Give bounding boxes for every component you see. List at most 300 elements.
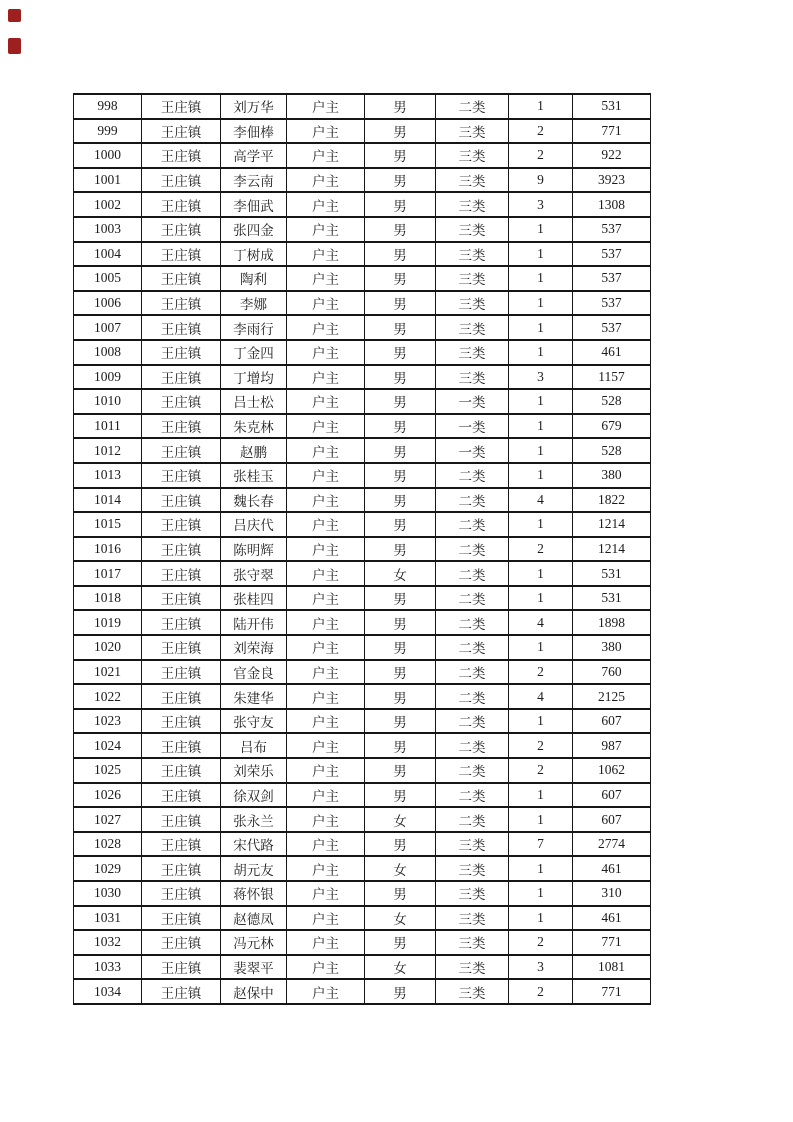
cell-serial-number: 1026 [74, 783, 142, 808]
cell-name: 宋代路 [221, 832, 287, 857]
cell-serial-number: 1033 [74, 955, 142, 980]
cell-person-count: 2 [509, 537, 573, 562]
table-row [74, 684, 651, 709]
table-row [74, 610, 651, 635]
cell-person-count: 1 [509, 512, 573, 537]
cell-gender: 男 [365, 291, 436, 316]
cell-serial-number: 1015 [74, 512, 142, 537]
cell-relation: 户主 [287, 266, 365, 291]
cell-category: 二类 [436, 733, 509, 758]
cell-town: 王庄镇 [142, 143, 221, 168]
cell-person-count: 1 [509, 709, 573, 734]
cell-amount: 310 [573, 881, 651, 906]
cell-person-count: 2 [509, 143, 573, 168]
cell-town: 王庄镇 [142, 266, 221, 291]
cell-name: 丁树成 [221, 242, 287, 267]
cell-name: 李佃棒 [221, 119, 287, 144]
cell-town: 王庄镇 [142, 340, 221, 365]
cell-amount: 760 [573, 660, 651, 685]
cell-relation: 户主 [287, 635, 365, 660]
table-row [74, 94, 651, 119]
cell-person-count: 1 [509, 242, 573, 267]
table-row [74, 414, 651, 439]
cell-gender: 女 [365, 561, 436, 586]
cell-serial-number: 1003 [74, 217, 142, 242]
cell-town: 王庄镇 [142, 537, 221, 562]
cell-name: 朱建华 [221, 684, 287, 709]
cell-serial-number: 1020 [74, 635, 142, 660]
cell-person-count: 3 [509, 192, 573, 217]
cell-gender: 男 [365, 832, 436, 857]
table-row [74, 217, 651, 242]
cell-gender: 男 [365, 930, 436, 955]
cell-town: 王庄镇 [142, 906, 221, 931]
cell-gender: 男 [365, 537, 436, 562]
cell-relation: 户主 [287, 389, 365, 414]
cell-person-count: 1 [509, 635, 573, 660]
cell-name: 陆开伟 [221, 610, 287, 635]
table-row [74, 438, 651, 463]
cell-category: 三类 [436, 955, 509, 980]
cell-relation: 户主 [287, 660, 365, 685]
cell-amount: 531 [573, 561, 651, 586]
cell-gender: 男 [365, 365, 436, 390]
cell-serial-number: 1018 [74, 586, 142, 611]
cell-relation: 户主 [287, 955, 365, 980]
cell-category: 二类 [436, 635, 509, 660]
cell-gender: 男 [365, 979, 436, 1004]
cell-amount: 1214 [573, 512, 651, 537]
cell-amount: 531 [573, 94, 651, 119]
table-row [74, 586, 651, 611]
cell-person-count: 2 [509, 660, 573, 685]
cell-amount: 1062 [573, 758, 651, 783]
cell-category: 二类 [436, 709, 509, 734]
cell-person-count: 1 [509, 266, 573, 291]
cell-person-count: 1 [509, 389, 573, 414]
cell-person-count: 4 [509, 610, 573, 635]
cell-town: 王庄镇 [142, 635, 221, 660]
cell-gender: 男 [365, 610, 436, 635]
table-row [74, 832, 651, 857]
cell-name: 吕庆代 [221, 512, 287, 537]
cell-category: 一类 [436, 389, 509, 414]
cell-amount: 771 [573, 979, 651, 1004]
cell-person-count: 1 [509, 438, 573, 463]
cell-gender: 男 [365, 684, 436, 709]
cell-gender: 男 [365, 488, 436, 513]
cell-category: 一类 [436, 438, 509, 463]
cell-name: 张永兰 [221, 807, 287, 832]
cell-amount: 607 [573, 807, 651, 832]
cell-amount: 528 [573, 438, 651, 463]
cell-serial-number: 1019 [74, 610, 142, 635]
cell-amount: 537 [573, 217, 651, 242]
cell-town: 王庄镇 [142, 561, 221, 586]
cell-category: 三类 [436, 365, 509, 390]
cell-relation: 户主 [287, 192, 365, 217]
cell-gender: 男 [365, 217, 436, 242]
cell-amount: 2125 [573, 684, 651, 709]
cell-serial-number: 1034 [74, 979, 142, 1004]
cell-category: 二类 [436, 758, 509, 783]
cell-amount: 607 [573, 709, 651, 734]
table-row [74, 635, 651, 660]
cell-town: 王庄镇 [142, 94, 221, 119]
cell-relation: 户主 [287, 586, 365, 611]
cell-name: 高学平 [221, 143, 287, 168]
cell-serial-number: 1001 [74, 168, 142, 193]
cell-name: 张四金 [221, 217, 287, 242]
cell-serial-number: 1021 [74, 660, 142, 685]
cell-serial-number: 1022 [74, 684, 142, 709]
table-row [74, 733, 651, 758]
cell-relation: 户主 [287, 709, 365, 734]
cell-category: 二类 [436, 807, 509, 832]
cell-gender: 女 [365, 955, 436, 980]
cell-serial-number: 1009 [74, 365, 142, 390]
cell-town: 王庄镇 [142, 832, 221, 857]
cell-relation: 户主 [287, 930, 365, 955]
cell-category: 二类 [436, 561, 509, 586]
table-row [74, 168, 651, 193]
cell-category: 二类 [436, 463, 509, 488]
cell-serial-number: 1029 [74, 856, 142, 881]
cell-amount: 679 [573, 414, 651, 439]
cell-serial-number: 1014 [74, 488, 142, 513]
cell-town: 王庄镇 [142, 586, 221, 611]
cell-serial-number: 1008 [74, 340, 142, 365]
cell-serial-number: 1023 [74, 709, 142, 734]
cell-amount: 531 [573, 586, 651, 611]
cell-category: 三类 [436, 856, 509, 881]
cell-serial-number: 1030 [74, 881, 142, 906]
table-row [74, 242, 651, 267]
cell-name: 魏长春 [221, 488, 287, 513]
cell-town: 王庄镇 [142, 930, 221, 955]
table-row [74, 340, 651, 365]
cell-person-count: 1 [509, 217, 573, 242]
cell-category: 二类 [436, 94, 509, 119]
table-row [74, 955, 651, 980]
cell-category: 一类 [436, 414, 509, 439]
cell-amount: 1822 [573, 488, 651, 513]
cell-serial-number: 1002 [74, 192, 142, 217]
cell-gender: 男 [365, 315, 436, 340]
cell-gender: 女 [365, 906, 436, 931]
cell-gender: 男 [365, 635, 436, 660]
cell-person-count: 2 [509, 758, 573, 783]
cell-amount: 771 [573, 930, 651, 955]
cell-amount: 537 [573, 266, 651, 291]
table-row [74, 512, 651, 537]
cell-name: 朱克林 [221, 414, 287, 439]
cell-person-count: 2 [509, 930, 573, 955]
cell-serial-number: 1016 [74, 537, 142, 562]
cell-amount: 461 [573, 856, 651, 881]
table-row [74, 660, 651, 685]
cell-category: 三类 [436, 906, 509, 931]
cell-town: 王庄镇 [142, 217, 221, 242]
table-row [74, 758, 651, 783]
cell-relation: 户主 [287, 537, 365, 562]
cell-amount: 461 [573, 906, 651, 931]
cell-person-count: 3 [509, 365, 573, 390]
cell-amount: 1214 [573, 537, 651, 562]
cell-gender: 男 [365, 119, 436, 144]
cell-relation: 户主 [287, 906, 365, 931]
table-row [74, 881, 651, 906]
cell-category: 二类 [436, 586, 509, 611]
cell-gender: 男 [365, 881, 436, 906]
cell-name: 吕士松 [221, 389, 287, 414]
cell-town: 王庄镇 [142, 414, 221, 439]
table-row [74, 315, 651, 340]
cell-amount: 607 [573, 783, 651, 808]
table-row [74, 979, 651, 1004]
cell-name: 吕布 [221, 733, 287, 758]
cell-gender: 男 [365, 512, 436, 537]
cell-name: 李云南 [221, 168, 287, 193]
cell-town: 王庄镇 [142, 709, 221, 734]
cell-gender: 男 [365, 586, 436, 611]
cell-town: 王庄镇 [142, 192, 221, 217]
cell-relation: 户主 [287, 463, 365, 488]
cell-town: 王庄镇 [142, 610, 221, 635]
cell-name: 张守翠 [221, 561, 287, 586]
cell-serial-number: 1006 [74, 291, 142, 316]
cell-town: 王庄镇 [142, 512, 221, 537]
cell-relation: 户主 [287, 438, 365, 463]
cell-town: 王庄镇 [142, 488, 221, 513]
cell-amount: 2774 [573, 832, 651, 857]
cell-person-count: 4 [509, 488, 573, 513]
cell-category: 二类 [436, 610, 509, 635]
cell-amount: 3923 [573, 168, 651, 193]
cell-category: 三类 [436, 832, 509, 857]
cell-relation: 户主 [287, 561, 365, 586]
cell-gender: 男 [365, 389, 436, 414]
cell-person-count: 1 [509, 783, 573, 808]
cell-town: 王庄镇 [142, 758, 221, 783]
cell-town: 王庄镇 [142, 733, 221, 758]
cell-serial-number: 1028 [74, 832, 142, 857]
cell-town: 王庄镇 [142, 365, 221, 390]
cell-gender: 男 [365, 340, 436, 365]
cell-amount: 537 [573, 242, 651, 267]
cell-gender: 男 [365, 733, 436, 758]
cell-town: 王庄镇 [142, 242, 221, 267]
cell-relation: 户主 [287, 512, 365, 537]
cell-name: 丁增均 [221, 365, 287, 390]
table-row [74, 291, 651, 316]
cell-relation: 户主 [287, 733, 365, 758]
cell-person-count: 1 [509, 463, 573, 488]
cell-relation: 户主 [287, 832, 365, 857]
cell-person-count: 1 [509, 561, 573, 586]
cell-category: 三类 [436, 242, 509, 267]
cell-amount: 771 [573, 119, 651, 144]
cell-category: 三类 [436, 881, 509, 906]
cell-person-count: 1 [509, 856, 573, 881]
cell-amount: 380 [573, 463, 651, 488]
cell-category: 三类 [436, 192, 509, 217]
cell-relation: 户主 [287, 94, 365, 119]
cell-name: 冯元林 [221, 930, 287, 955]
cell-name: 张守友 [221, 709, 287, 734]
cell-name: 李雨行 [221, 315, 287, 340]
cell-name: 刘万华 [221, 94, 287, 119]
cell-name: 李佃武 [221, 192, 287, 217]
cell-relation: 户主 [287, 340, 365, 365]
cell-category: 三类 [436, 143, 509, 168]
cell-name: 刘荣海 [221, 635, 287, 660]
cell-serial-number: 998 [74, 94, 142, 119]
cell-category: 三类 [436, 315, 509, 340]
red-corner-mark [8, 38, 21, 54]
cell-name: 赵鹏 [221, 438, 287, 463]
cell-name: 赵保中 [221, 979, 287, 1004]
cell-town: 王庄镇 [142, 168, 221, 193]
table-row [74, 930, 651, 955]
cell-amount: 1308 [573, 192, 651, 217]
cell-relation: 户主 [287, 217, 365, 242]
cell-person-count: 2 [509, 733, 573, 758]
cell-serial-number: 1005 [74, 266, 142, 291]
cell-name: 陶利 [221, 266, 287, 291]
cell-serial-number: 1010 [74, 389, 142, 414]
cell-gender: 男 [365, 709, 436, 734]
cell-gender: 男 [365, 192, 436, 217]
cell-relation: 户主 [287, 758, 365, 783]
cell-person-count: 9 [509, 168, 573, 193]
cell-category: 三类 [436, 266, 509, 291]
table-row [74, 365, 651, 390]
cell-amount: 461 [573, 340, 651, 365]
cell-person-count: 1 [509, 586, 573, 611]
cell-name: 刘荣乐 [221, 758, 287, 783]
cell-name: 裴翠平 [221, 955, 287, 980]
cell-serial-number: 1017 [74, 561, 142, 586]
cell-person-count: 2 [509, 119, 573, 144]
cell-town: 王庄镇 [142, 979, 221, 1004]
cell-amount: 987 [573, 733, 651, 758]
cell-town: 王庄镇 [142, 119, 221, 144]
cell-person-count: 1 [509, 807, 573, 832]
cell-town: 王庄镇 [142, 463, 221, 488]
cell-serial-number: 1012 [74, 438, 142, 463]
table-row [74, 561, 651, 586]
cell-amount: 1081 [573, 955, 651, 980]
cell-serial-number: 1007 [74, 315, 142, 340]
cell-relation: 户主 [287, 488, 365, 513]
cell-category: 三类 [436, 340, 509, 365]
cell-person-count: 1 [509, 414, 573, 439]
cell-relation: 户主 [287, 291, 365, 316]
cell-gender: 男 [365, 94, 436, 119]
cell-name: 赵德凤 [221, 906, 287, 931]
table-row [74, 537, 651, 562]
cell-serial-number: 1004 [74, 242, 142, 267]
cell-relation: 户主 [287, 365, 365, 390]
table-row [74, 389, 651, 414]
cell-relation: 户主 [287, 119, 365, 144]
cell-town: 王庄镇 [142, 389, 221, 414]
table-body [74, 94, 651, 1004]
cell-person-count: 1 [509, 291, 573, 316]
cell-person-count: 2 [509, 979, 573, 1004]
cell-person-count: 4 [509, 684, 573, 709]
cell-relation: 户主 [287, 143, 365, 168]
cell-person-count: 7 [509, 832, 573, 857]
cell-relation: 户主 [287, 807, 365, 832]
cell-serial-number: 1013 [74, 463, 142, 488]
cell-amount: 922 [573, 143, 651, 168]
cell-serial-number: 1025 [74, 758, 142, 783]
cell-name: 张桂玉 [221, 463, 287, 488]
cell-amount: 380 [573, 635, 651, 660]
table-row [74, 143, 651, 168]
cell-serial-number: 999 [74, 119, 142, 144]
cell-gender: 女 [365, 856, 436, 881]
cell-person-count: 1 [509, 906, 573, 931]
cell-category: 三类 [436, 930, 509, 955]
cell-name: 蒋怀银 [221, 881, 287, 906]
table-row [74, 856, 651, 881]
cell-gender: 男 [365, 758, 436, 783]
cell-gender: 男 [365, 414, 436, 439]
cell-name: 张桂四 [221, 586, 287, 611]
cell-town: 王庄镇 [142, 881, 221, 906]
cell-serial-number: 1031 [74, 906, 142, 931]
cell-category: 三类 [436, 168, 509, 193]
cell-relation: 户主 [287, 684, 365, 709]
cell-relation: 户主 [287, 856, 365, 881]
cell-category: 二类 [436, 512, 509, 537]
cell-name: 胡元友 [221, 856, 287, 881]
cell-category: 三类 [436, 119, 509, 144]
table-row [74, 906, 651, 931]
cell-town: 王庄镇 [142, 955, 221, 980]
cell-relation: 户主 [287, 979, 365, 1004]
cell-person-count: 1 [509, 94, 573, 119]
cell-gender: 男 [365, 266, 436, 291]
cell-category: 三类 [436, 979, 509, 1004]
cell-town: 王庄镇 [142, 291, 221, 316]
cell-name: 李娜 [221, 291, 287, 316]
cell-gender: 男 [365, 438, 436, 463]
cell-name: 徐双剑 [221, 783, 287, 808]
cell-relation: 户主 [287, 168, 365, 193]
cell-category: 二类 [436, 660, 509, 685]
cell-town: 王庄镇 [142, 807, 221, 832]
cell-category: 二类 [436, 684, 509, 709]
cell-gender: 男 [365, 783, 436, 808]
table-row [74, 463, 651, 488]
table-row [74, 119, 651, 144]
cell-name: 丁金四 [221, 340, 287, 365]
cell-town: 王庄镇 [142, 660, 221, 685]
cell-category: 二类 [436, 537, 509, 562]
cell-relation: 户主 [287, 315, 365, 340]
cell-town: 王庄镇 [142, 684, 221, 709]
cell-gender: 男 [365, 463, 436, 488]
household-register-table [73, 93, 651, 1005]
table-row [74, 266, 651, 291]
cell-serial-number: 1000 [74, 143, 142, 168]
table-row [74, 709, 651, 734]
table-row [74, 807, 651, 832]
